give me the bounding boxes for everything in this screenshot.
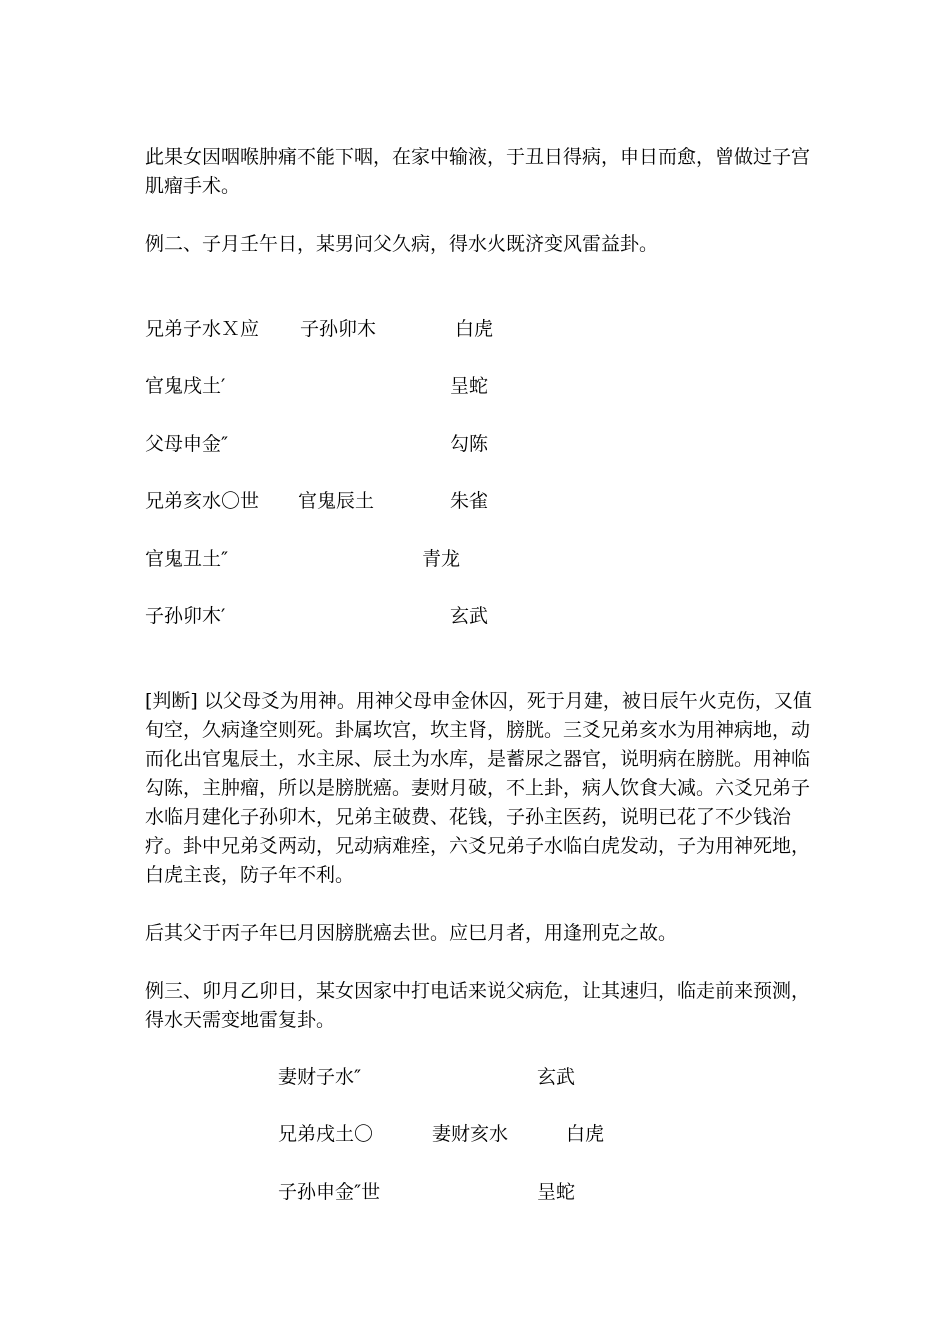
hex1-line1-spirit: 白虎 [455, 318, 494, 340]
hex1-line2-main: 官鬼戌土′ [145, 375, 226, 397]
paragraph-example3-heading: 例三、卯月乙卯日，某女因家中打电话来说父病危，让其速归，临走前来预测，得水天需变地雷复卦。 [145, 980, 811, 1031]
hex2-line1-spirit: 玄武 [537, 1066, 576, 1088]
hex2-line1-main: 妻财子水″ [278, 1066, 362, 1088]
hex1-line2-spirit: 呈蛇 [450, 375, 489, 397]
hex1-line1-main: 兄弟子水Ｘ应 [145, 318, 260, 340]
hex1-line3-spirit: 勾陈 [450, 433, 489, 455]
hex1-line6-main: 子孙卯木′ [145, 605, 226, 627]
hex1-line5-main: 官鬼丑土″ [145, 548, 229, 570]
hex1-line4-main: 兄弟亥水〇世 [145, 490, 260, 512]
hex1-line1-change: 子孙卯木 [300, 318, 377, 340]
hex1-line3-main: 父母申金″ [145, 433, 229, 455]
paragraph-judgment: [判断] 以父母爻为用神。用神父母申金休囚，死于月建，被日辰午火克伤，又值旬空，久病逢空则死。卦属坎宫，坎主肾，膀胱。三爻兄弟亥水为用神病地，动而化出官鬼辰土，水主尿、辰土为水库，是蓄尿之器官，说明病在膀胱。用神临勾陈，主肿瘤，所以是膀胱癌。妻财月破，不上卦，病人饮食大减。六爻兄弟子水临月建化子孙卯木，兄弟主破费、花钱，子孙主医药，说明已花了不少钱治疗。卦中兄弟爻两动，兄动病难痊，六爻兄弟子水临白虎发动，子为用神死地，白虎主丧，防子年不利。 [145, 690, 812, 886]
hex1-line6-spirit: 玄武 [450, 605, 489, 627]
paragraph-outcome: 后其父于丙子年巳月因膀胱癌去世。应巳月者，用逢刑克之故。 [145, 922, 678, 944]
hex2-line2-change: 妻财亥水 [432, 1123, 509, 1145]
hex1-line4-change: 官鬼辰土 [298, 490, 375, 512]
paragraph-example2-heading: 例二、子月壬午日，某男问父久病，得水火既济变风雷益卦。 [145, 233, 659, 255]
hex2-line2-main: 兄弟戌土〇 [278, 1123, 374, 1145]
hex2-line3-main: 子孙申金″世 [278, 1181, 381, 1203]
hex2-line3-spirit: 呈蛇 [537, 1181, 576, 1203]
paragraph-case1-conclusion: 此果女因咽喉肿痛不能下咽，在家中输液，于丑日得病，申日而愈，曾做过子宫肌瘤手术。 [145, 146, 811, 197]
hex1-line5-spirit: 青龙 [422, 548, 461, 570]
hex2-line2-spirit: 白虎 [566, 1123, 605, 1145]
hex1-line4-spirit: 朱雀 [450, 490, 489, 512]
